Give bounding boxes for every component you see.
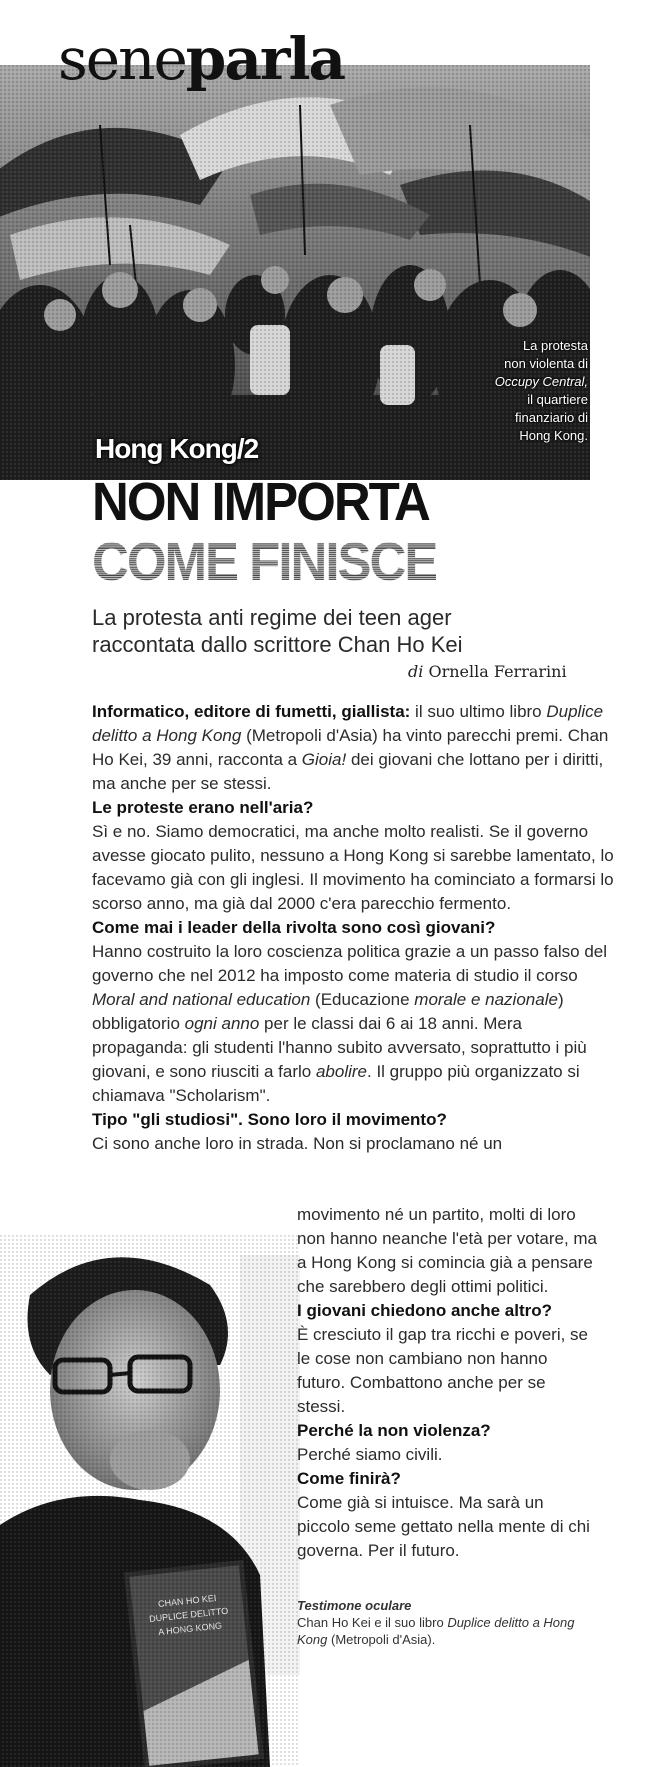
intro-book-title: Duplice delitto a Hong Kong	[92, 702, 604, 745]
answer-text: ) obbligatorio	[92, 990, 564, 1033]
article-body-right-column	[297, 1203, 597, 1563]
kicker: Hong Kong/2	[95, 433, 259, 464]
caption-line: La protesta	[522, 338, 588, 353]
headline-line-2: COME FINISCE	[92, 531, 437, 592]
notice-text-part: Chan Ho Kei e il suo libro	[297, 1615, 448, 1630]
question: Come finirà?	[297, 1469, 401, 1488]
headline-line-1: NON IMPORTA	[92, 471, 429, 532]
caption-line: il quartiere	[527, 392, 588, 407]
author-portrait-image	[0, 1235, 300, 1767]
question: Come mai i leader della rivolta sono così giovani?	[92, 918, 496, 937]
subtitle-line: La protesta anti regime dei teen ager	[92, 605, 452, 630]
answer-italic: Moral and national education	[92, 990, 311, 1009]
caption-line: Occupy Central,	[494, 374, 588, 389]
photo-caption	[430, 337, 588, 445]
answer-text: (Educazione	[310, 990, 415, 1009]
notice-title: Testimone oculare	[297, 1598, 412, 1613]
answer-italic: abolire	[315, 1062, 367, 1081]
answer: Ci sono anche loro in strada. Non si proclamano né un	[92, 1134, 503, 1153]
subtitle	[92, 604, 612, 658]
answer: Perché siamo civili.	[297, 1445, 443, 1464]
section-masthead	[58, 25, 345, 93]
byline-author: Ornella Ferrarini	[428, 662, 567, 681]
photo-notice	[297, 1597, 597, 1648]
masthead-part1: sene	[58, 25, 186, 93]
notice-text-part: (Metropoli d'Asia).	[327, 1632, 436, 1647]
intro-text: il suo ultimo libro	[410, 702, 547, 721]
intro-paragraph	[92, 700, 617, 796]
answer-italic: ogni anno	[184, 1014, 260, 1033]
intro-magazine-name: Gioia!	[301, 750, 347, 769]
notice-text	[297, 1614, 597, 1648]
intro-text: (Metropoli d'Asia) ha vinto parecchi premi. Chan Ho Kei, 39 anni, racconta a	[92, 726, 609, 769]
caption-line: Hong Kong.	[519, 428, 588, 443]
byline	[408, 662, 567, 681]
answer: Come già si intuisce. Ma sarà un piccolo seme gettato nella mente di chi governa. Per il futuro.	[297, 1493, 590, 1560]
answer	[92, 940, 617, 1108]
answer-text: . Il gruppo più organizzato si chiamava "Scholarism".	[92, 1062, 580, 1105]
subtitle-line: raccontata dallo scrittore Chan Ho Kei	[92, 632, 463, 657]
caption-line: non violenta di	[504, 356, 588, 371]
answer-text: per le classi dai 6 ai 18 anni. Mera propaganda: gli studenti l'hanno subito avversato, soprattutto i più giovani, e sono riusciti a farlo	[92, 1014, 587, 1081]
answer-italic: morale e nazionale	[414, 990, 558, 1009]
notice-book-title: Duplice delitto a Hong Kong	[297, 1615, 575, 1647]
answer-text: Hanno costruito la loro coscienza politica grazie a un passo falso del governo che nel 2012 ha imposto come materia di studio il corso	[92, 942, 608, 985]
masthead-part2: parla	[185, 25, 345, 93]
intro-lead: Informatico, editore di fumetti, giallista:	[92, 702, 411, 721]
question: I giovani chiedono anche altro?	[297, 1301, 553, 1320]
author-portrait-photo	[0, 1235, 300, 1767]
answer: È cresciuto il gap tra ricchi e poveri, se le cose non cambiano non hanno futuro. Combattono anche per se stessi.	[297, 1325, 589, 1416]
answer: movimento né un partito, molti di loro non hanno neanche l'età per votare, ma a Hong Kong si comincia già a pensare che sarebbero degli ottimi politici.	[297, 1205, 598, 1296]
answer: Sì e no. Siamo democratici, ma anche molto realisti. Se il governo avesse giocato pulito, nessuno a Hong Kong si sarebbe lamentato, lo facevamo già con gli inglesi. Il movimento ha cominciato a formarsi lo scorso anno, ma già dal 2000 c'era parecchio fermento.	[92, 822, 614, 913]
byline-prefix: di	[408, 662, 424, 681]
article-body-top	[92, 700, 617, 1156]
question: Le proteste erano nell'aria?	[92, 798, 314, 817]
question: Tipo "gli studiosi". Sono loro il movimento?	[92, 1110, 447, 1129]
intro-text: dei giovani che lottano per i diritti, ma anche per se stessi.	[92, 750, 604, 793]
question: Perché la non violenza?	[297, 1421, 491, 1440]
caption-line: finanziario di	[515, 410, 588, 425]
